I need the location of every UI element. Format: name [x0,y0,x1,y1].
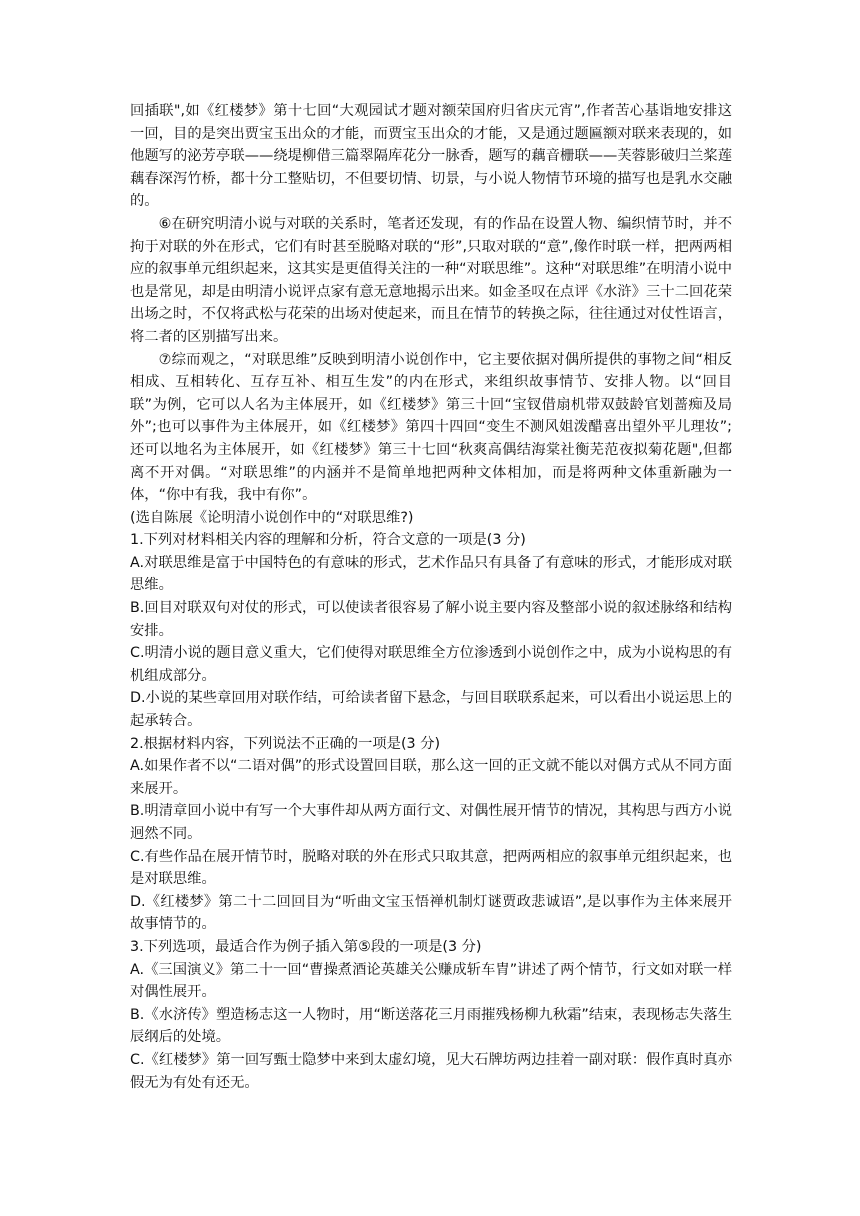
question-2-option-d: D.《红楼梦》第二十二回回目为“听曲文宝玉悟禅机制灯谜贾政悲诚语”,是以事作为主体来展开故事情节的。 [130,893,732,933]
question-2-option-a: A.如果作者不以“二语对偶”的形式设置回目联，那么这一回的正文就不能以对偶方式从不同方面来展开。 [130,758,732,797]
question-1-option-d: D.小说的某些章回用对联作结，可给读者留下悬念，与回目联联系起来，可以看出小说运思上的起承转合。 [130,690,732,730]
question-1-option-c: C.明清小说的题目意义重大，它们使得对联思维全方位渗透到小说创作之中，成为小说构思的有机组成部分。 [130,645,732,684]
passage-paragraph-7: ⑦综而观之，“对联思维”反映到明清小说创作中，它主要依据对偶所提供的事物之间“相反相成、互相转化、互存互补、相互生发”的内在形式，来组织故事情节、安排人物。以“回目联”为例，它可以人名为主体展开，如《红楼梦》第三十回“宝钗借扇机带双鼓龄官划蔷痴及局外”;也可以事件为主体展开，如《红楼梦》第四十四回“变生不测风姐泼醋喜出望外平儿理妆”;还可以地名为主体展开，如《红楼梦》第三十七回“秋爽高偶结海棠社衡芜范夜拟菊花题",但都离不开对偶。“对联思维”的内涵并不是简单地把两种文体相加，而是将两种文体重新融为一体，“你中有我，我中有你”。 [130,351,732,504]
question-3-option-c: C.《红楼梦》第一回写甄士隐梦中来到太虚幻境，见大石牌坊两边挂着一副对联：假作真时真亦假无为有处有还无。 [130,1051,732,1091]
question-3-stem: 3.下列选项，最适合作为例子插入第⑤段的一项是(3 分) [130,938,482,955]
document-page [130,100,732,1094]
passage-paragraph-6: ⑥在研究明清小说与对联的关系时，笔者还发现，有的作品在设置人物、编织情节时，并不拘于对联的外在形式，它们有时甚至脱略对联的“形”,只取对联的“意”,像作时联一样，把两两相应的叙事单元组织起来，这其实是更值得关注的一种“对联思维”。这种“对联思维”在明清小说中也是常见，却是由明清小说评点家有意无意地揭示出来。如金圣叹在点评《水浒》三十二回花荣出场之时，不仅将武松与花荣的出场对使起来，而且在情节的转换之际，往往通过对仗性语言，将二者的区别描写出来。 [130,215,732,345]
question-3-option-a: A.《三国演义》第二十一回“曹操煮酒论英雄关公赚成斩车胄”讲述了两个情节，行文如对联一样对偶性展开。 [130,961,732,1001]
question-2-option-c: C.有些作品在展开情节时，脱略对联的外在形式只取其意，把两两相应的叙事单元组织起来，也是对联思维。 [130,848,732,888]
question-1-stem: 1.下列对材料相关内容的理解和分析，符合文意的一项是(3 分) [130,532,526,549]
question-2-stem: 2.根据材料内容，下列说法不正确的一项是(3 分) [130,735,441,752]
question-1-option-a: A.对联思维是富于中国特色的有意味的形式，艺术作品只有具备了有意味的形式，才能形成对联思维。 [130,554,732,594]
passage-paragraph-5-continued: 回插联",如《红楼梦》第十七回“大观园试才题对额荣国府归省庆元宵”,作者苦心基诣地安排这一回，目的是突出贾宝玉出众的才能，而贾宝玉出众的才能，又是通过题匾额对联来表现的，如他题写的泌芳亭联——绕堤柳借三篇翠隔库花分一脉香，题写的藕音栅联——芙蓉影破归兰桨莲藕春深泻竹桥，都十分工整贴切，不但要切情、切景，与小说人物情节环境的描写也是乳水交融的。 [130,103,732,210]
question-1-option-b: B.回目对联双句对仗的形式，可以使读者很容易了解小说主要内容及整部小说的叙述脉络和结构安排。 [130,600,732,639]
question-3-option-b: B.《水济传》塑造杨志这一人物时，用“断送落花三月雨摧残杨柳九秋霜”结束，表现杨志失落生辰纲后的处境。 [130,1006,732,1046]
source-citation: (选自陈展《论明清小说创作中的“对联思维?) [130,509,414,526]
question-2-option-b: B.明清章回小说中有写一个大事件却从两方面行文、对偶性展开情节的情况，其构思与西方小说迥然不同。 [130,803,732,842]
